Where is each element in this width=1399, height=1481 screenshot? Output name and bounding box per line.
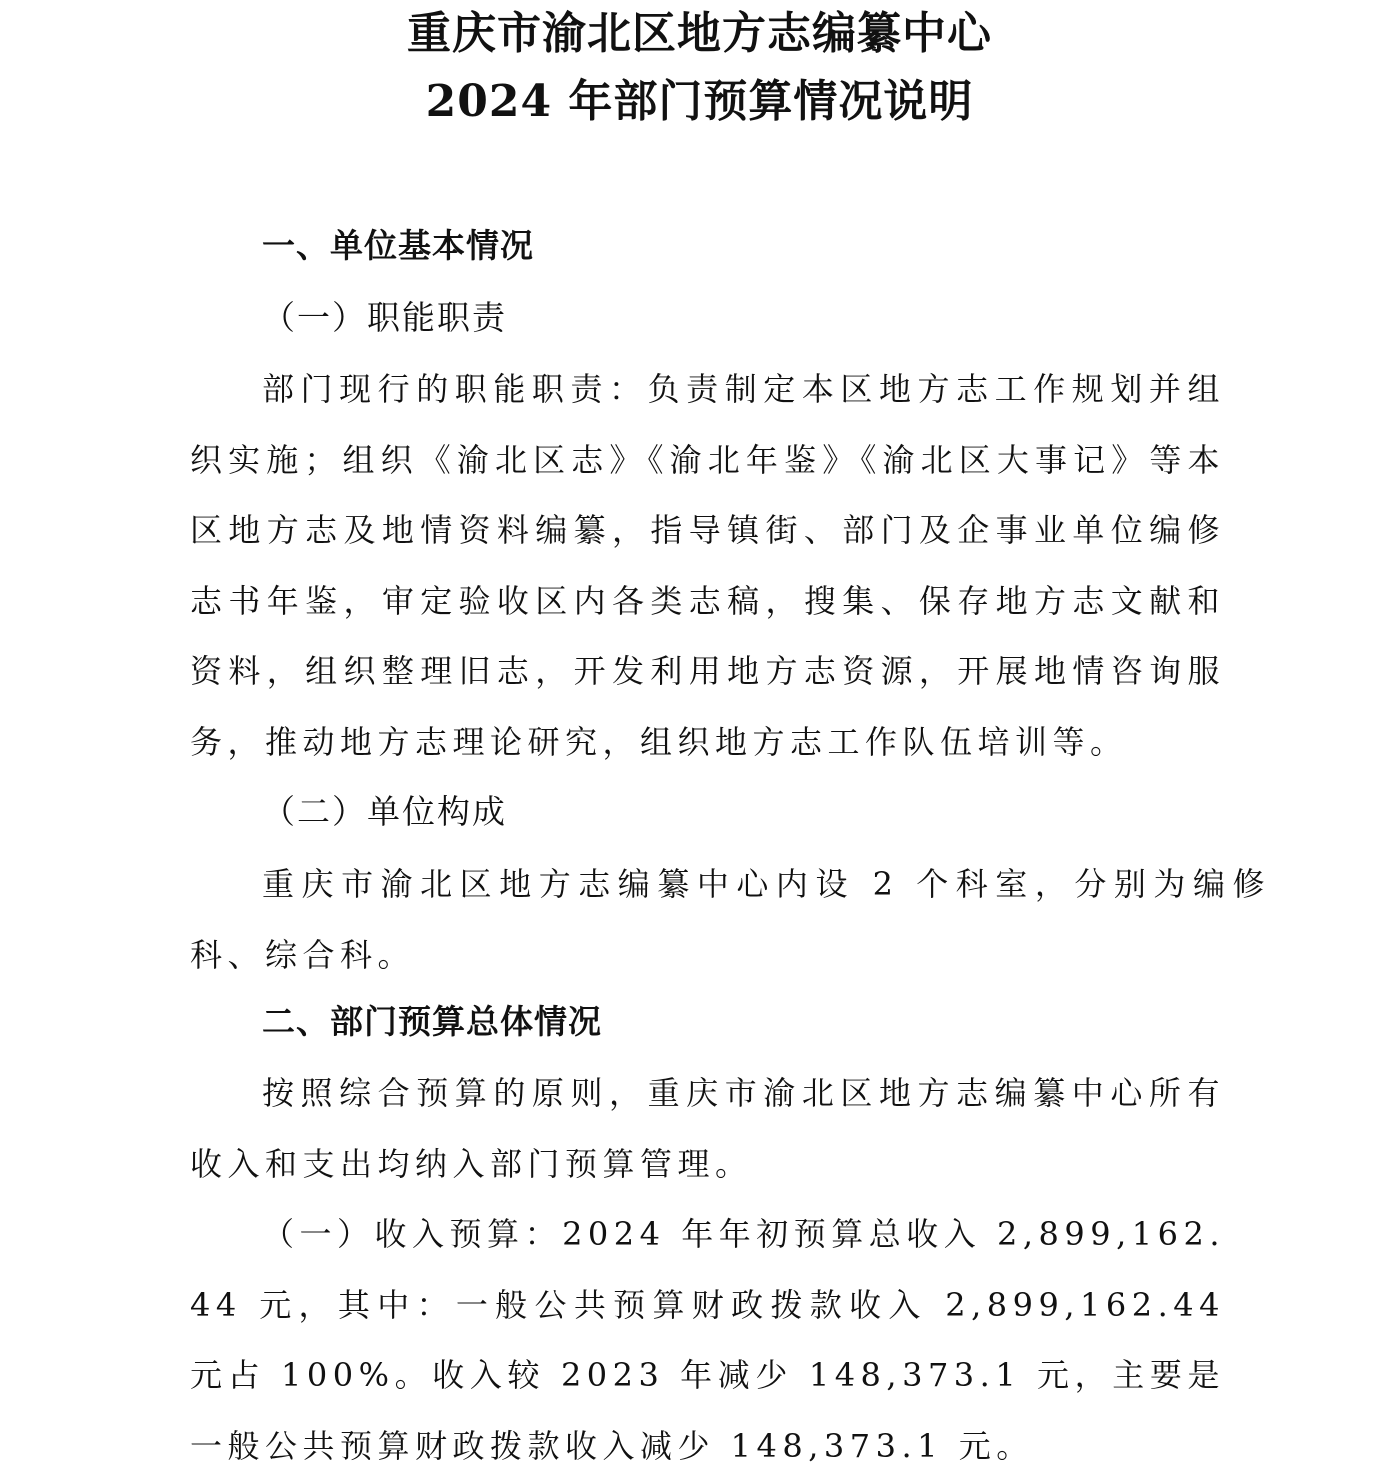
section2-income-paragraph: （一）收入预算：2024 年年初预算总收入 2,899,162.44 元，其中：一般公共预算财政拨款收入 2,899,162.44 元占 100%。收入较 2023 年减少 148,373.1 元，主要是一般公共预算财政拨款收入减少 148,373.1 元。 (190, 1215, 1225, 1465)
section1-subheading-structure: （二）单位构成 (262, 792, 507, 831)
section1-heading: 一、单位基本情况 (262, 226, 534, 265)
section2-overview-paragraph: 按照综合预算的原则，重庆市渝北区地方志编纂中心所有收入和支出均纳入部门预算管理。 (190, 1074, 1225, 1183)
section1-structure-paragraph: 重庆市渝北区地方志编纂中心内设 2 个科室，分别为编修科、综合科。 (190, 865, 1270, 974)
section1-duties-paragraph: 部门现行的职能职责：负责制定本区地方志工作规划并组织实施；组织《渝北区志》《渝北年鉴》《渝北区大事记》等本区地方志及地情资料编纂，指导镇街、部门及企事业单位编修志书年鉴，审定验收区内各类志稿，搜集、保存地方志文献和资料，组织整理旧志，开发利用地方志资源，开展地情咨询服务，推动地方志理论研究，组织地方志工作队伍培训等。 (190, 370, 1225, 761)
document-title-line2: 2024 年部门预算情况说明 (425, 76, 974, 127)
section1-subheading-duties: （一）职能职责 (262, 298, 507, 337)
document-title-line1: 重庆市渝北区地方志编纂中心 (407, 8, 992, 59)
section2-heading: 二、部门预算总体情况 (262, 1002, 602, 1041)
